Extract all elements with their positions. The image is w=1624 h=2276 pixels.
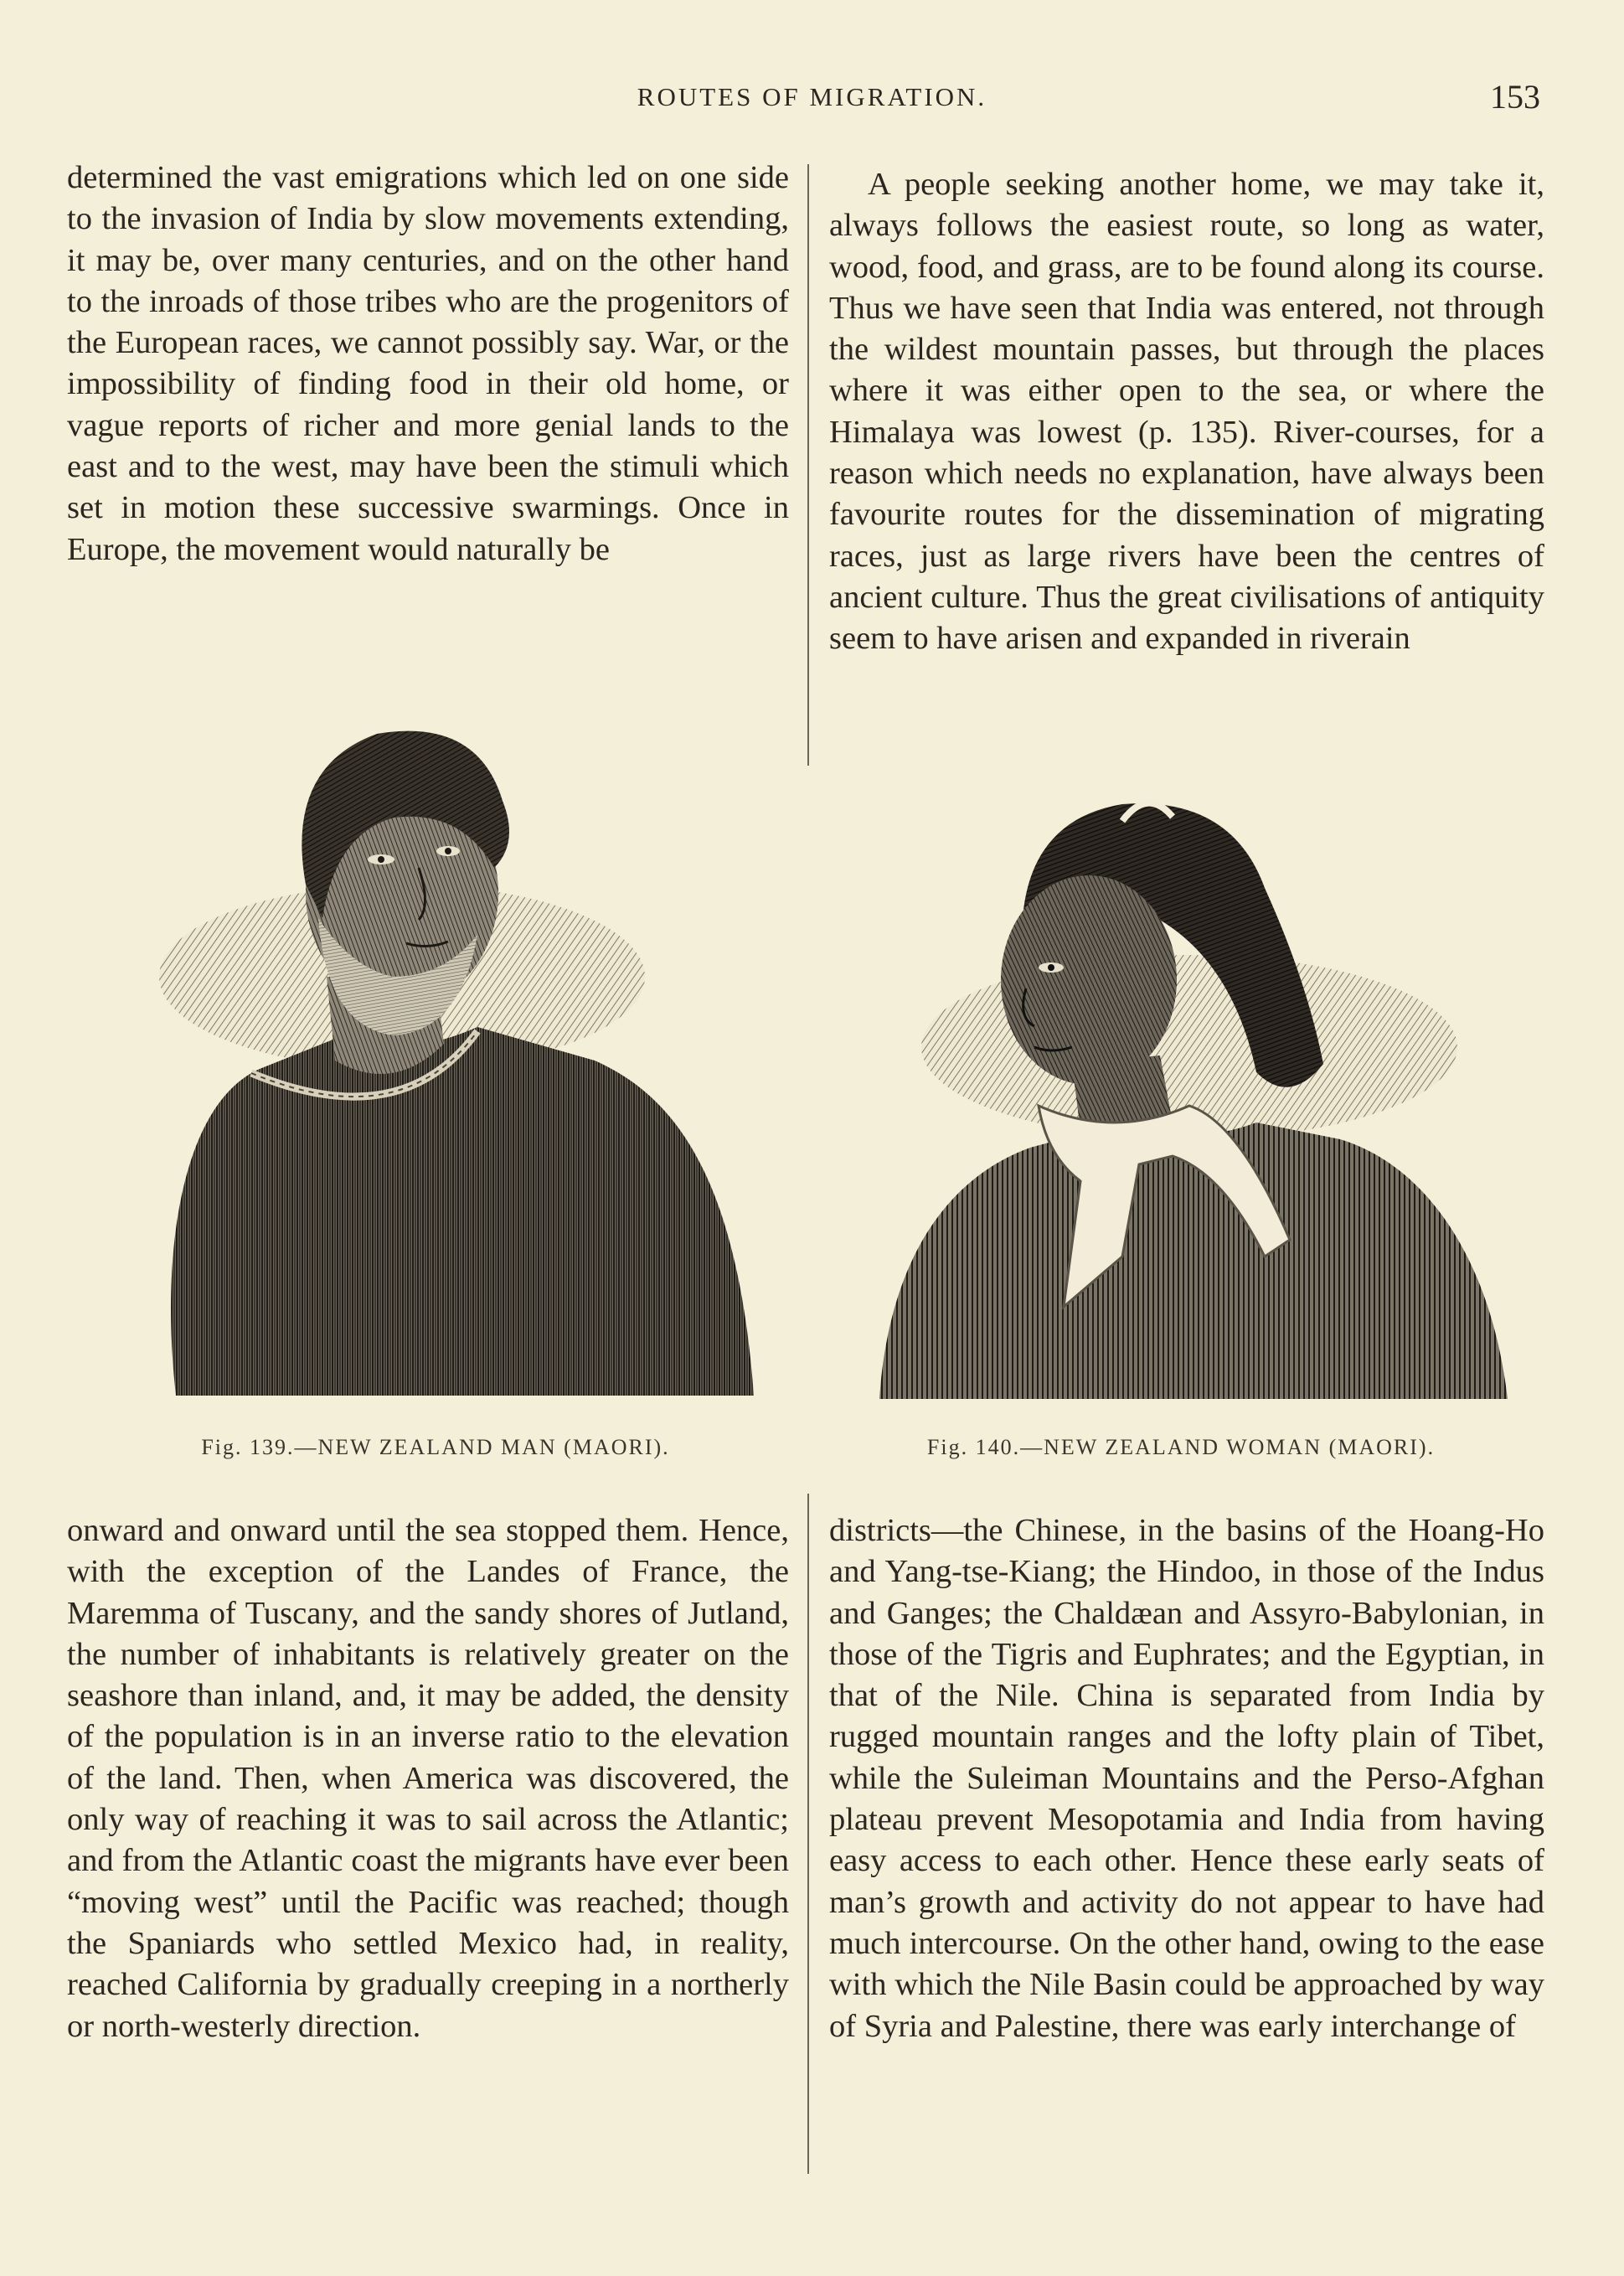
figure-caption-man: Fig. 139.—NEW ZEALAND MAN (MAORI). (201, 1435, 670, 1459)
text-column-bottom-left: onward and onward until the sea stopped them. Hence, with the exception of the Landes of France, the Maremma of Tuscany, and the sandy shores of Jutland, the number of inhabitants is relatively greater on the seashore than inland, and, it may be added, the density of the population is in an inverse ratio to the elevation of the land. Then, when America was discovered, the only way of reaching it was to sail across the Atlantic; and from the Atlantic coast the migrants have ever been “moving west” until the Pacific was reached; though the Spaniards who settled Mexico had, in reality, reached California by gradually creeping in a northerly or north-westerly direction. (67, 1513, 789, 2044)
figure-caption-woman: Fig. 140.—NEW ZEALAND WOMAN (MAORI). (926, 1435, 1436, 1459)
column-divider-top (807, 164, 809, 766)
maori-man-engraving (126, 700, 762, 1404)
maori-woman-engraving (871, 787, 1516, 1407)
text-column-top-right: A people seeking another home, we may take it, always follows the easiest route, so long as water, wood, food, and grass, are to be found along its course. Thus we have seen that India was entered, not through the wildest mountain passes, but through the places where it was either open to the sea, or where the Himalaya was lowest (p. 135). River-courses, for a reason which needs no explanation, have always been favourite routes for the dissemination of migrating races, just as large rivers have been the centres of ancient culture. Thus the great civilisations of antiquity seem to have arisen and expanded in riverain (829, 167, 1544, 657)
column-divider-bottom (807, 1494, 809, 2174)
text-column-bottom-right: districts—the Chinese, in the basins of the Hoang-Ho and Yang-tse-Kiang; the Hindoo, in those of the Indus and Ganges; the Chaldæan and Assyro-Babylonian, in those of the Tigris and Euphrates; and the Egyptian, in that of the Nile. China is separated from India by rugged mountain ranges and the lofty plain of Tibet, while the Suleiman Mountains and the Perso-Afghan plateau prevent Mesopotamia and India from having easy access to each other. Hence these early seats of man’s growth and activity do not appear to have had much intercourse. On the other hand, owing to the ease with which the Nile Basin could be approached by way of Syria and Palestine, there was early interchange of (829, 1513, 1544, 2044)
page-number: 153 (1490, 78, 1540, 116)
text-column-top-left: determined the vast emigrations which led on one side to the invasion of India by slow movements extending, it may be, over many centuries, and on the other hand to the inroads of those tribes who are the progenitors of the European races, we cannot possibly say. War, or the impossibility of finding food in their old home, or vague reports of richer and more genial lands to the east and to the west, may have been the stimuli which set in motion these successive swarmings. Once in Europe, the movement would naturally be (67, 160, 789, 567)
running-title: ROUTES OF MIGRATION. (637, 82, 987, 111)
page-header (0, 78, 1624, 124)
